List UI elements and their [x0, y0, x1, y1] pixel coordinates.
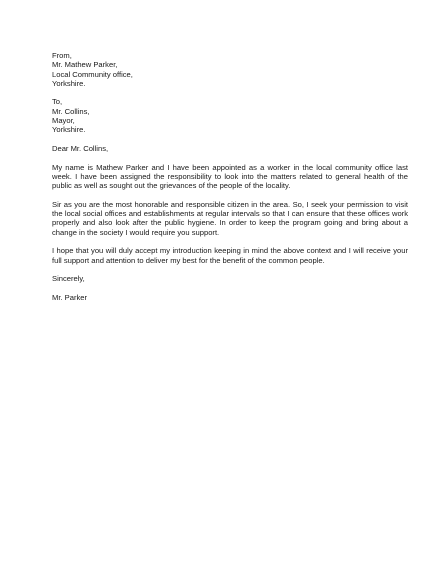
sender-address [52, 51, 408, 88]
body-paragraph-2 [52, 200, 408, 237]
sender-office: Local Community office, [52, 69, 133, 79]
sender-heading: From, [52, 51, 72, 60]
recipient-name: Mr. Collins, [52, 106, 90, 116]
recipient-location: Yorkshire. [52, 125, 86, 135]
recipient-heading: To, [52, 97, 63, 107]
closing [52, 274, 408, 283]
closing-text: Sincerely, [52, 274, 85, 284]
body-paragraph-1 [52, 163, 408, 191]
sender-location: Yorkshire. [52, 78, 86, 88]
signature-text: Mr. Parker [52, 292, 88, 302]
salutation [52, 144, 408, 153]
paragraph-text: I hope that you will duly accept my introduction keeping in mind the above context and I will receive your full support and attention to deliver my best for the benefit of the common people. [52, 246, 408, 265]
body-paragraph-3 [52, 246, 408, 265]
signature [52, 293, 408, 302]
recipient-title: Mayor, [52, 116, 75, 126]
sender-name: Mr. Mathew Parker, [52, 60, 118, 70]
paragraph-text: My name is Mathew Parker and I have been appointed as a worker in the local community office last week. I have been assigned the responsibility to look into the matters related to general health of the public as well as sought out the grievances of the people of the locality. [52, 162, 408, 191]
recipient-address [52, 97, 408, 134]
paragraph-text: Sir as you are the most honorable and responsible citizen in the area. So, I seek your permission to visit the local social offices and establishments at regular intervals so that I can ensure that these offices work properly and also look after the public hygiene. In order to keep the program going and bring about a change in the society I would require you support. [52, 199, 408, 237]
letter-body [52, 51, 408, 311]
salutation-text: Dear Mr. Collins, [52, 143, 109, 153]
